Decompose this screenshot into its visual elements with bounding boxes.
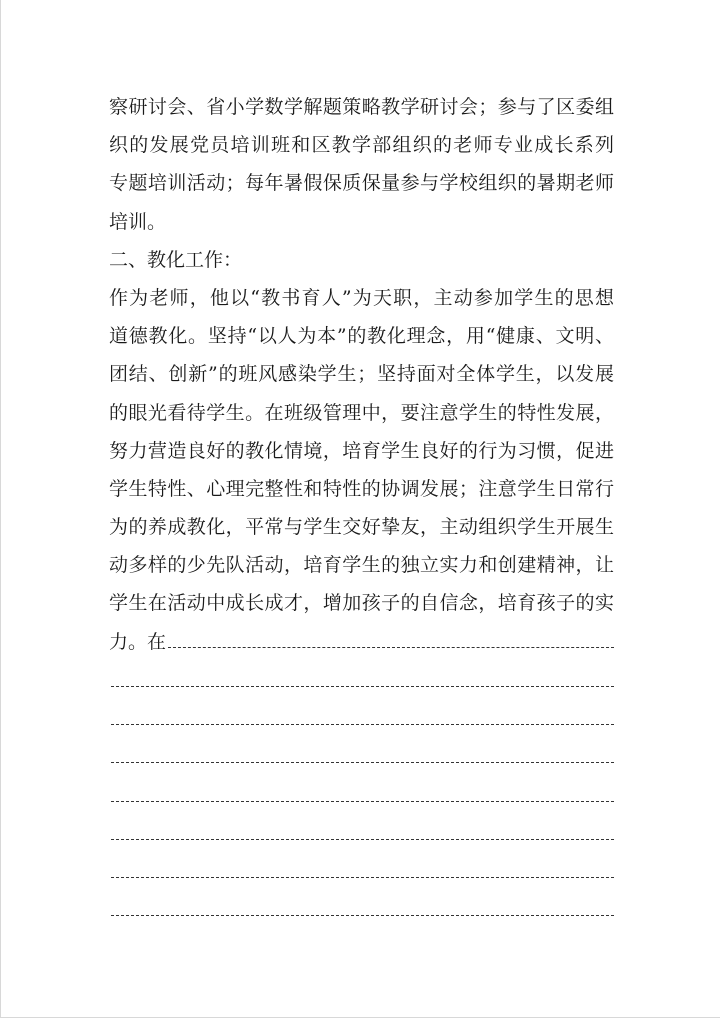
text-line: 专题培训活动；每年暑假保质保量参与学校组织的暑期老师: [109, 172, 614, 195]
dashed-underline: [111, 877, 614, 878]
blank-fill-line: [109, 775, 614, 813]
text-line: 察研讨会、省小学数学解题策略教学研讨会；参与了区委组: [109, 96, 614, 118]
blank-prefix-text: 力。在: [109, 630, 167, 653]
dashed-underline: [111, 724, 614, 725]
blank-fill-line: [109, 852, 614, 890]
dashed-underline: [111, 686, 614, 687]
text-line: 动多样的少先队活动，培育学生的独立实力和创建精神，让: [109, 554, 614, 577]
text-line: 的眼光看待学生。在班级管理中，要注意学生的特性发展，: [109, 401, 614, 424]
text-line: 道德教化。坚持“以人为本”的教化理念，用“健康、文明、: [109, 325, 614, 348]
dashed-underline: [111, 915, 614, 916]
blank-fill-line: [109, 623, 614, 661]
text-line: 团结、创新”的班风感染学生；坚持面对全体学生，以发展: [109, 363, 614, 386]
dashed-underline: [111, 801, 614, 802]
blank-fill-line: [109, 890, 614, 928]
text-line: 作为老师，他以“教书育人”为天职，主动参加学生的思想: [109, 286, 614, 309]
dashed-underline: [111, 762, 614, 763]
blank-fill-line: [109, 699, 614, 737]
dashed-underline: [168, 647, 614, 648]
blank-fill-line: [109, 814, 614, 852]
text-line: 织的发展党员培训班和区教学部组织的老师专业成长系列: [109, 134, 614, 157]
text-line: 培训。: [109, 210, 167, 233]
text-line: 学生特性、心理完整性和特性的协调发展；注意学生日常行: [109, 477, 614, 500]
text-line: 学生在活动中成长成才，增加孩子的自信念，培育孩子的实: [109, 592, 614, 615]
section-heading: 二、教化工作：: [109, 248, 243, 271]
text-line: 努力营造良好的教化情境，培育学生良好的行为习惯，促进: [109, 439, 614, 462]
dashed-underline: [111, 839, 614, 840]
blank-fill-line: [109, 661, 614, 699]
text-line: 为的养成教化，平常与学生交好挚友，主动组织学生开展生: [109, 516, 614, 539]
blank-fill-line: [109, 737, 614, 775]
document-body: [109, 88, 614, 928]
